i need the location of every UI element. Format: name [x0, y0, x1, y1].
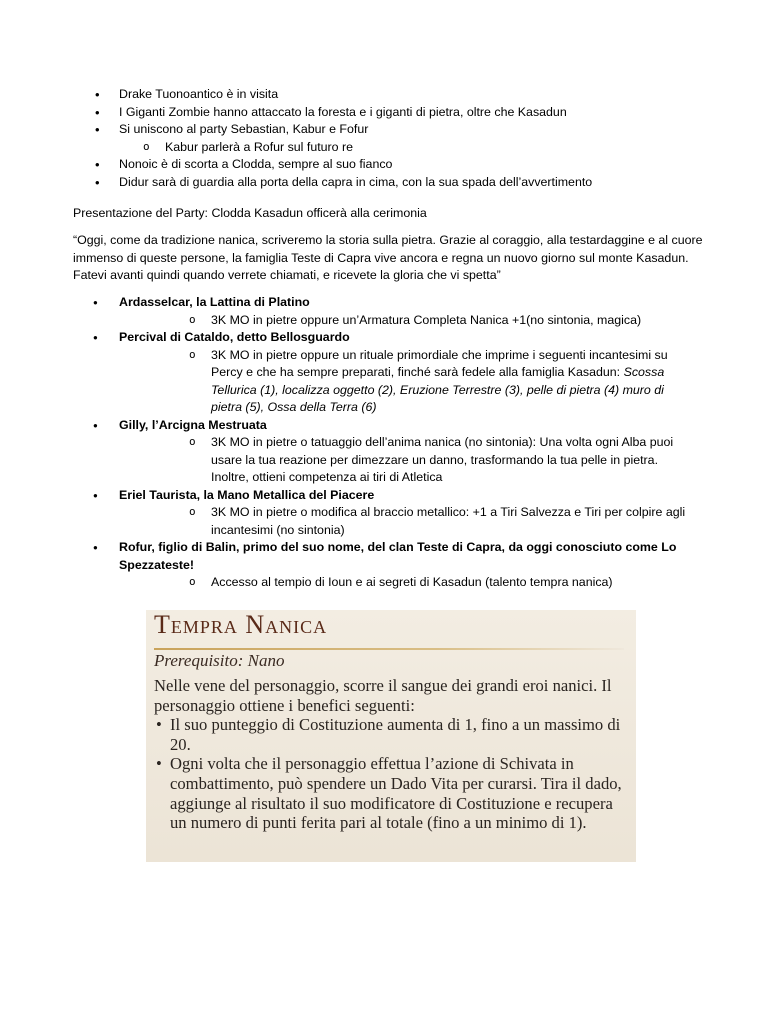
- party-member: [73, 329, 698, 417]
- feat-prerequisite: Prerequisito: Nano: [154, 651, 285, 670]
- feat-title: Tempra Nanica: [154, 610, 328, 639]
- feat-benefit: • Ogni volta che il personaggio effettua l’azione di Schivata in combattimento, può spendere un Dado Vita per curarsi. Tira il dado, aggiunge al risultato il suo modificatore di Costituzione e recupera un numero di punti ferita pari al totale (fino a un minimo di 1).: [154, 754, 624, 832]
- spell-list: Scossa Tellurica (1), localizza oggetto (2), Eruzione Terrestre (3), pelle di pietra (4) muro di pietra (5), Ossa della Terra (6): [211, 365, 665, 414]
- list-item: • Didur sarà di guardia alla porta della capra in cima, con la sua spada dell’avvertimento: [73, 174, 693, 192]
- party-member-list: [73, 294, 698, 592]
- reward-item: [119, 434, 698, 487]
- party-member-name: Percival di Cataldo, detto Bellosguardo: [119, 330, 350, 344]
- reward-item: [119, 504, 698, 539]
- party-member-name: Ardasselcar, la Lattina di Platino: [119, 295, 310, 309]
- sub-list-item: o Kabur parlerà a Rofur sul futuro re: [73, 139, 693, 157]
- reward-item: [119, 312, 698, 330]
- reward-text: 3K MO in pietre o tatuaggio dell’anima nanica (no sintonia): Una volta ogni Alba puoi usare la tua reazione per dimezzare un danno, trasformando la tua pelle in pietra. Inoltre, ottieni competenza ai tiri di Atletica: [211, 435, 674, 484]
- party-member: [73, 539, 698, 592]
- reward-item: [119, 347, 698, 417]
- presentation-paragraph: Presentazione del Party: Clodda Kasadun officerà alla cerimonia: [73, 206, 427, 220]
- list-item: • Si uniscono al party Sebastian, Kabur e Fofur: [73, 121, 693, 139]
- title-rule: [154, 648, 624, 650]
- list-item: • Nonoic è di scorta a Clodda, sempre al suo fianco: [73, 156, 693, 174]
- feat-book-excerpt: [146, 610, 636, 862]
- party-member-name: Eriel Taurista, la Mano Metallica del Piacere: [119, 487, 375, 502]
- list-item: • I Giganti Zombie hanno attaccato la foresta e i giganti di pietra, oltre che Kasadun: [73, 104, 693, 122]
- party-member-name: Gilly, l’Arcigna Mestruata: [119, 417, 267, 432]
- party-member: [73, 487, 698, 540]
- reward-item: [119, 574, 698, 592]
- party-member: [73, 294, 698, 329]
- feat-benefit: • Il suo punteggio di Costituzione aumenta di 1, fino a un massimo di 20.: [154, 715, 624, 754]
- party-member-name: Rofur, figlio di Balin, primo del suo nome, del clan Teste di Capra, da oggi conosciuto come Lo Spezzateste!: [119, 540, 677, 572]
- list-item: • Drake Tuonoantico è in visita: [73, 86, 693, 104]
- feat-intro: Nelle vene del personaggio, scorre il sangue dei grandi eroi nanici. Il personaggio ottiene i benefici seguenti:: [154, 676, 612, 715]
- feat-benefit-list: [154, 715, 624, 833]
- reward-text: 3K MO in pietre oppure un’Armatura Completa Nanica +1(no sintonia, magica): [211, 312, 642, 327]
- reward-text: Accesso al tempio di Ioun e ai segreti di Kasadun (talento tempra nanica): [211, 575, 613, 589]
- party-member: [73, 417, 698, 487]
- ceremony-quote: “Oggi, come da tradizione nanica, scriveremo la storia sulla pietra. Grazie al coraggio, alla testardaggine e al cuore immenso di queste persone, la famiglia Teste di Capra vive ancora e regna un nuovo giorno sul monte Kasadun. Fatevi avanti quindi quando verrete chiamati, e ricevete la gloria che vi spetta”: [73, 233, 703, 282]
- feat-description: [154, 676, 624, 833]
- reward-text: 3K MO in pietre oppure un rituale primordiale che imprime i seguenti incantesimi su Percy e che ha sempre preparati, finché sarà fedele alla famiglia Kasadun:: [211, 347, 668, 379]
- event-bullet-list: [73, 86, 693, 191]
- reward-text: 3K MO in pietre o modifica al braccio metallico: +1 a Tiri Salvezza e Tiri per colpire agli incantesimi (no sintonia): [211, 505, 686, 537]
